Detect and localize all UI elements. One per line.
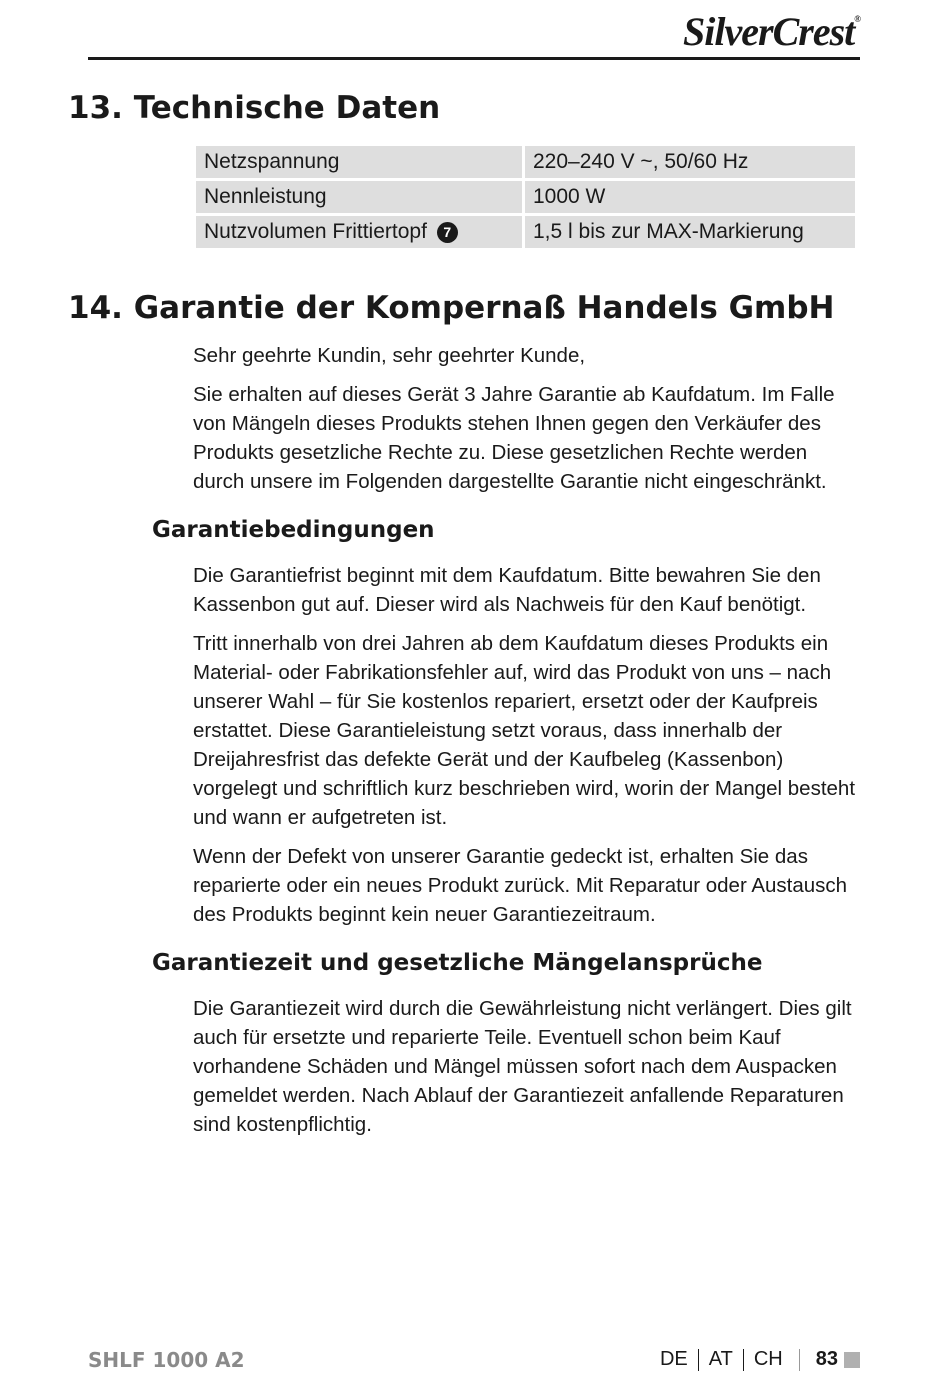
table-row xyxy=(196,216,855,248)
specs-table xyxy=(193,143,858,251)
page-number: 83 xyxy=(815,1348,838,1370)
section-14-title: 14. Garantie der Kompernaß Handels GmbH xyxy=(68,290,835,326)
lang-at: AT xyxy=(708,1348,733,1370)
lang-de: DE xyxy=(659,1348,688,1370)
conditions-paragraph-1: Die Garantiefrist beginnt mit dem Kaufdatum. Bitte bewahren Sie den Kassenbon gut auf. Dieser wird als Nachweis für den Kauf benötigt. xyxy=(193,564,821,616)
header-rule xyxy=(88,57,860,60)
part-number-badge: 7 xyxy=(437,222,458,243)
spec-label-cell xyxy=(196,216,522,248)
period-paragraph: Die Garantiezeit wird durch die Gewährleistung nicht verlängert. Dies gilt auch für ersetzte und reparierte Teile. Eventuell schon beim Kauf vorhandene Schäden und Mängel müssen sofort nach dem Auspacken gemeldet werden. Nach Ablauf der Garantiezeit anfallende Reparaturen sind kostenpflichtig. xyxy=(193,997,852,1136)
divider xyxy=(743,1349,744,1371)
spec-value: 1,5 l bis zur MAX-Markierung xyxy=(525,216,855,248)
conditions-paragraph-3: Wenn der Defekt von unserer Garantie gedeckt ist, erhalten Sie das reparierte oder ein neues Produkt zurück. Mit Reparatur oder Austausch des Produkts beginnt kein neuer Garantiezeitraum. xyxy=(193,845,848,926)
brand-logo: SilverCrest® xyxy=(683,9,860,54)
spec-label: Nennleistung xyxy=(196,181,522,213)
section-13-title: 13. Technische Daten xyxy=(68,90,441,126)
table-row xyxy=(196,181,855,213)
conditions-heading: Garantiebedingungen xyxy=(152,517,435,543)
spec-value: 220–240 V ~, 50/60 Hz xyxy=(525,146,855,178)
divider xyxy=(698,1349,699,1371)
table-row xyxy=(196,146,855,178)
spec-label: Netzspannung xyxy=(196,146,522,178)
footer-page-info xyxy=(660,1348,860,1371)
lang-ch: CH xyxy=(753,1348,783,1370)
intro-paragraph: Sie erhalten auf dieses Gerät 3 Jahre Garantie ab Kaufdatum. Im Falle von Mängeln dieses Produkts stehen Ihnen gegen den Verkäufer des Produkts gesetzliche Rechte zu. Diese gesetzlichen Rechte werden durch unsere im Folgenden dargestellte Garantie nicht eingeschränkt. xyxy=(193,383,835,493)
spec-value: 1000 W xyxy=(525,181,855,213)
model-number: SHLF 1000 A2 xyxy=(88,1348,245,1372)
period-heading: Garantiezeit und gesetzliche Mängelansprüche xyxy=(152,950,763,976)
conditions-paragraph-2: Tritt innerhalb von drei Jahren ab dem Kaufdatum dieses Produkts ein Material- oder Fabrikationsfehler auf, wird das Produkt von uns – nach unserer Wahl – für Sie kostenlos repariert, ersetzt oder der Kaufpreis erstattet. Diese Garantieleistung setzt voraus, dass innerhalb der Dreijahresfrist das defekte Gerät und der Kaufbeleg (Kassenbon) vorgelegt und schriftlich kurz beschrieben wird, worin der Mangel besteht und wann er aufgetreten ist. xyxy=(193,632,856,829)
square-icon xyxy=(844,1352,860,1368)
spec-label: Nutzvolumen Frittiertopf xyxy=(204,220,427,243)
greeting: Sehr geehrte Kundin, sehr geehrter Kunde, xyxy=(193,344,586,367)
divider xyxy=(799,1349,800,1371)
